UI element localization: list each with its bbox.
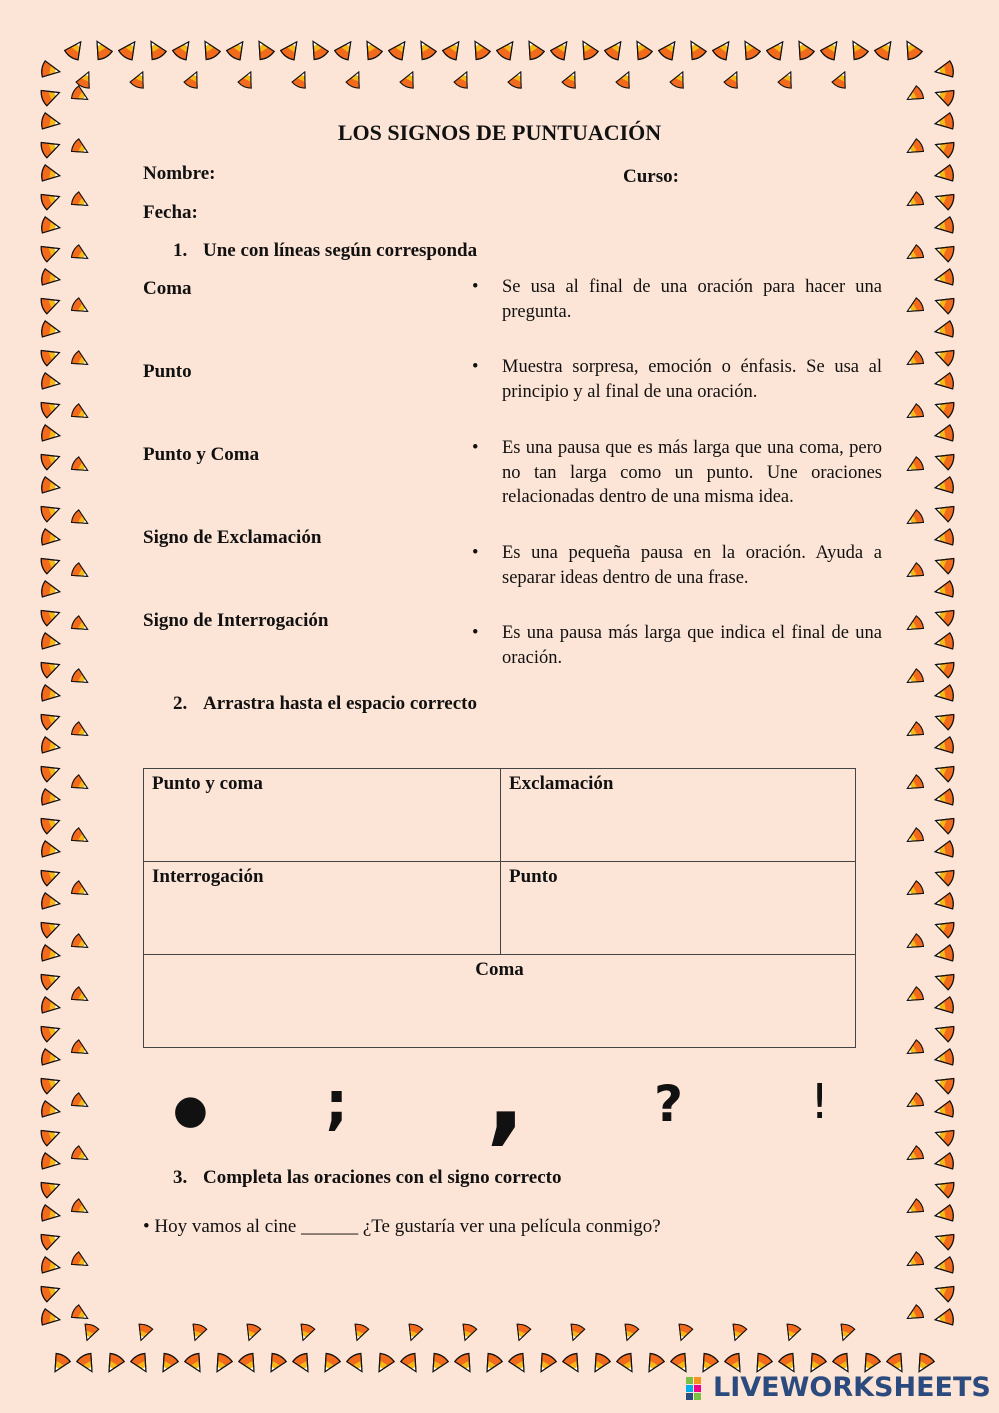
candy-corn-icon xyxy=(188,1323,207,1343)
drop-zone-interrogacion[interactable] xyxy=(144,862,501,955)
candy-corn-icon xyxy=(40,1229,62,1250)
candy-corn-icon xyxy=(41,373,62,392)
candy-corn-icon xyxy=(41,1049,62,1068)
candy-corn-icon xyxy=(41,425,62,444)
candy-corn-icon xyxy=(70,509,91,529)
candy-corn-icon xyxy=(836,1323,855,1343)
candy-corn-icon xyxy=(454,1352,477,1376)
section-2-title: Arrastra hasta el espacio correcto xyxy=(203,693,477,714)
candy-corn-icon xyxy=(40,1125,62,1146)
candy-corn-icon xyxy=(184,1352,207,1376)
candy-corn-icon xyxy=(40,293,62,314)
match-item-interrogacion[interactable]: Signo de Interrogación xyxy=(143,610,329,631)
candy-corn-icon xyxy=(70,1304,91,1324)
candy-corn-icon xyxy=(933,293,955,314)
candy-corn-icon xyxy=(904,1198,925,1218)
candy-corn-icon xyxy=(41,1257,62,1276)
draggable-question-symbol[interactable]: ? xyxy=(654,1075,684,1133)
candy-corn-icon xyxy=(933,1125,955,1146)
bullet: • xyxy=(472,623,479,643)
candy-corn-icon xyxy=(934,165,955,184)
candy-corn-icon xyxy=(534,1352,557,1376)
candy-corn-icon xyxy=(70,403,91,423)
candy-corn-icon xyxy=(40,241,62,262)
candy-corn-icon xyxy=(345,69,365,90)
candy-corn-icon xyxy=(41,165,62,184)
candy-corn-icon xyxy=(642,1352,665,1376)
sentence-1[interactable]: • Hoy vamos al cine ______ ¿Te gustaría ver una película conmigo? xyxy=(143,1216,661,1237)
candy-corn-icon xyxy=(934,1205,955,1224)
candy-corn-icon xyxy=(904,721,925,741)
candy-corn-icon xyxy=(41,685,62,704)
candy-corn-icon xyxy=(41,633,62,652)
drop-zone-punto-y-coma[interactable] xyxy=(144,769,501,862)
candy-corn-icon xyxy=(40,501,62,522)
candy-corn-icon xyxy=(904,1145,925,1165)
candy-corn-icon xyxy=(904,933,925,953)
drop-zone-label: Interrogación xyxy=(152,866,264,887)
candy-corn-icon xyxy=(934,529,955,548)
candy-corn-icon xyxy=(904,880,925,900)
candy-corn-icon xyxy=(616,1352,639,1376)
candy-corn-icon xyxy=(934,1049,955,1068)
candy-corn-icon xyxy=(41,477,62,496)
drop-zone-label: Punto y coma xyxy=(152,773,263,794)
drop-zone-label: Punto xyxy=(509,866,558,887)
section-1-number: 1. xyxy=(173,240,188,261)
candy-corn-icon xyxy=(934,217,955,236)
candy-corn-icon xyxy=(904,509,925,529)
candy-corn-icon xyxy=(70,191,91,211)
candy-corn-icon xyxy=(934,633,955,652)
candy-corn-icon xyxy=(318,1352,341,1376)
candy-corn-icon xyxy=(40,813,62,834)
candy-corn-icon xyxy=(934,737,955,756)
candy-corn-icon xyxy=(904,986,925,1006)
candy-corn-icon xyxy=(458,1323,477,1343)
candy-corn-icon xyxy=(41,1309,62,1328)
candy-corn-icon xyxy=(40,865,62,886)
definition-text: Es una pequeña pausa en la oración. Ayuda a separar ideas dentro de una frase. xyxy=(502,543,882,588)
candy-corn-icon xyxy=(238,1352,261,1376)
candy-corn-icon xyxy=(820,37,844,61)
candy-corn-icon xyxy=(70,668,91,688)
candy-corn-icon xyxy=(728,1323,747,1343)
candy-corn-icon xyxy=(934,1101,955,1120)
candy-corn-icon xyxy=(129,69,149,90)
definition-text: Es una pausa que es más larga que una coma, pero no tan larga como un punto. Une oraciones relacionadas dentro de una misma idea. xyxy=(502,438,882,507)
candy-corn-icon xyxy=(414,37,437,61)
candy-corn-icon xyxy=(766,37,790,61)
candy-corn-icon xyxy=(404,1323,423,1343)
candy-corn-icon xyxy=(41,269,62,288)
candy-corn-icon xyxy=(242,1323,261,1343)
candy-corn-icon xyxy=(41,529,62,548)
candy-corn-icon xyxy=(933,605,955,626)
candy-corn-icon xyxy=(904,1304,925,1324)
candy-corn-icon xyxy=(118,37,142,61)
candy-corn-icon xyxy=(40,189,62,210)
candy-corn-icon xyxy=(904,615,925,635)
candy-corn-icon xyxy=(41,217,62,236)
candy-corn-icon xyxy=(934,269,955,288)
candy-corn-icon xyxy=(934,997,955,1016)
definition-4[interactable] xyxy=(472,541,882,590)
candy-corn-icon xyxy=(41,581,62,600)
candy-corn-icon xyxy=(933,969,955,990)
candy-corn-icon xyxy=(41,737,62,756)
candy-corn-icon xyxy=(480,1352,503,1376)
candy-corn-icon xyxy=(934,685,955,704)
candy-corn-icon xyxy=(90,37,113,61)
candy-corn-icon xyxy=(933,917,955,938)
draggable-period-symbol[interactable]: ● xyxy=(173,1087,208,1133)
fecha-label: Fecha: xyxy=(143,202,198,223)
candy-corn-icon xyxy=(508,1352,531,1376)
candy-corn-icon xyxy=(40,345,62,366)
definition-5[interactable] xyxy=(472,621,882,670)
draggable-exclamation-symbol[interactable]: ! xyxy=(810,1074,830,1130)
candy-corn-icon xyxy=(522,37,545,61)
candy-corn-icon xyxy=(40,657,62,678)
candy-corn-icon xyxy=(172,37,196,61)
candy-corn-icon xyxy=(933,553,955,574)
candy-corn-icon xyxy=(904,85,925,105)
section-1-title: Une con líneas según corresponda xyxy=(203,240,478,261)
candy-corn-icon xyxy=(512,1323,531,1343)
candy-corn-icon xyxy=(562,1352,585,1376)
candy-corn-icon xyxy=(40,1177,62,1198)
drop-zone-label: Exclamación xyxy=(509,773,614,794)
candy-corn-icon xyxy=(904,350,925,370)
candy-corn-icon xyxy=(40,1021,62,1042)
candy-corn-icon xyxy=(934,789,955,808)
candy-corn-icon xyxy=(933,813,955,834)
candy-corn-icon xyxy=(496,37,520,61)
candy-corn-icon xyxy=(934,841,955,860)
candy-corn-icon xyxy=(561,69,581,90)
candy-corn-icon xyxy=(292,1352,315,1376)
match-item-punto[interactable]: Punto xyxy=(143,361,192,382)
candy-corn-icon xyxy=(76,1352,99,1376)
candy-corn-icon xyxy=(904,191,925,211)
candy-corn-icon xyxy=(64,37,88,61)
candy-corn-icon xyxy=(399,69,419,90)
match-item-coma[interactable]: Coma xyxy=(143,278,192,299)
section-3-title: Completa las oraciones con el signo correcto xyxy=(203,1167,562,1188)
candy-corn-icon xyxy=(507,69,527,90)
candy-corn-icon xyxy=(566,1323,585,1343)
candy-corn-icon xyxy=(40,1073,62,1094)
candy-corn-icon xyxy=(70,297,91,317)
candy-corn-icon xyxy=(102,1352,125,1376)
candy-corn-icon xyxy=(40,709,62,730)
candy-corn-icon xyxy=(792,37,815,61)
candy-corn-icon xyxy=(904,668,925,688)
candy-corn-icon xyxy=(40,397,62,418)
candy-corn-icon xyxy=(70,721,91,741)
candy-corn-icon xyxy=(904,774,925,794)
candy-corn-icon xyxy=(70,933,91,953)
candy-corn-icon xyxy=(934,1257,955,1276)
candy-corn-icon xyxy=(237,69,257,90)
drop-zone-table xyxy=(143,768,856,1048)
candy-corn-icon xyxy=(156,1352,179,1376)
candy-corn-icon xyxy=(306,37,329,61)
candy-corn-icon xyxy=(70,880,91,900)
candy-corn-icon xyxy=(334,37,358,61)
candy-corn-icon xyxy=(933,85,955,106)
candy-corn-icon xyxy=(904,1092,925,1112)
bullet: • xyxy=(472,357,479,377)
candy-corn-icon xyxy=(933,761,955,782)
candy-corn-icon xyxy=(933,1073,955,1094)
candy-corn-icon xyxy=(658,37,682,61)
section-2-number: 2. xyxy=(173,693,188,714)
candy-corn-icon xyxy=(40,969,62,990)
draggable-comma-symbol[interactable]: , xyxy=(486,1034,526,1156)
candy-corn-icon xyxy=(70,615,91,635)
candy-corn-icon xyxy=(933,189,955,210)
drop-zone-label: Coma xyxy=(475,959,524,980)
candy-corn-icon xyxy=(40,917,62,938)
liveworksheets-logo-text: LIVEWORKSHEETS xyxy=(713,1372,991,1403)
candy-corn-icon xyxy=(904,297,925,317)
candy-corn-icon xyxy=(70,827,91,847)
candy-corn-icon xyxy=(933,1229,955,1250)
candy-corn-icon xyxy=(70,350,91,370)
candy-corn-icon xyxy=(933,241,955,262)
bullet: • xyxy=(472,277,479,297)
candy-corn-icon xyxy=(40,85,62,106)
definition-1[interactable] xyxy=(472,275,882,324)
candy-corn-icon xyxy=(70,456,91,476)
candy-corn-icon xyxy=(453,69,473,90)
candy-corn-icon xyxy=(846,37,869,61)
candy-corn-icon xyxy=(210,1352,233,1376)
candy-corn-icon xyxy=(388,37,412,61)
candy-corn-icon xyxy=(933,1177,955,1198)
candy-corn-icon xyxy=(350,1323,369,1343)
section-3-heading xyxy=(173,1167,561,1189)
candy-corn-icon xyxy=(252,37,275,61)
definition-2[interactable] xyxy=(472,355,882,404)
candy-corn-icon xyxy=(777,69,797,90)
candy-corn-icon xyxy=(70,1145,91,1165)
candy-corn-icon xyxy=(426,1352,449,1376)
definition-text: Muestra sorpresa, emoción o énfasis. Se usa al principio y al final de una oración. xyxy=(502,357,882,402)
definition-text: Se usa al final de una oración para hacer una pregunta. xyxy=(502,277,882,322)
candy-corn-icon xyxy=(41,1205,62,1224)
candy-corn-icon xyxy=(934,1309,955,1328)
candy-corn-icon xyxy=(264,1352,287,1376)
candy-corn-icon xyxy=(144,37,167,61)
candy-corn-icon xyxy=(904,1251,925,1271)
candy-corn-icon xyxy=(933,501,955,522)
drop-zone-punto[interactable] xyxy=(501,862,856,955)
candy-corn-icon xyxy=(70,1092,91,1112)
candy-corn-icon xyxy=(604,37,628,61)
candy-corn-icon xyxy=(70,1039,91,1059)
candy-corn-icon xyxy=(346,1352,369,1376)
curso-label: Curso: xyxy=(623,166,679,187)
candy-corn-icon xyxy=(70,1251,91,1271)
candy-corn-icon xyxy=(723,69,743,90)
candy-corn-icon xyxy=(933,865,955,886)
candy-corn-icon xyxy=(684,37,707,61)
candy-corn-icon xyxy=(934,425,955,444)
candy-corn-icon xyxy=(48,1352,71,1376)
candy-corn-icon xyxy=(674,1323,693,1343)
candy-corn-icon xyxy=(40,605,62,626)
candy-corn-icon xyxy=(669,69,689,90)
candy-corn-icon xyxy=(934,1153,955,1172)
candy-corn-icon xyxy=(904,244,925,264)
candy-corn-icon xyxy=(372,1352,395,1376)
candy-corn-icon xyxy=(442,37,466,61)
candy-corn-icon xyxy=(550,37,574,61)
candy-corn-icon xyxy=(400,1352,423,1376)
candy-corn-icon xyxy=(40,553,62,574)
match-item-punto-y-coma[interactable]: Punto y Coma xyxy=(143,444,260,465)
candy-corn-icon xyxy=(933,1281,955,1302)
candy-corn-icon xyxy=(831,69,851,90)
draggable-semicolon-symbol[interactable]: ; xyxy=(325,1069,349,1137)
candy-corn-icon xyxy=(70,244,91,264)
candy-corn-icon xyxy=(934,893,955,912)
candy-corn-icon xyxy=(198,37,221,61)
candy-corn-icon xyxy=(41,945,62,964)
candy-corn-icon xyxy=(130,1352,153,1376)
liveworksheets-logo-icon xyxy=(685,1376,711,1402)
candy-corn-icon xyxy=(933,345,955,366)
candy-corn-icon xyxy=(41,321,62,340)
bullet: • xyxy=(472,543,479,563)
candy-corn-icon xyxy=(934,321,955,340)
section-1-heading xyxy=(173,240,477,262)
candy-corn-icon xyxy=(41,1101,62,1120)
nombre-label: Nombre: xyxy=(143,163,216,184)
candy-corn-icon xyxy=(41,997,62,1016)
candy-corn-icon xyxy=(904,403,925,423)
candy-corn-icon xyxy=(360,37,383,61)
candy-corn-icon xyxy=(933,709,955,730)
candy-corn-icon xyxy=(933,449,955,470)
definition-3[interactable] xyxy=(472,436,882,510)
candy-corn-icon xyxy=(904,456,925,476)
candy-corn-icon xyxy=(782,1323,801,1343)
candy-corn-icon xyxy=(934,477,955,496)
candy-corn-icon xyxy=(588,1352,611,1376)
candy-corn-icon xyxy=(41,1153,62,1172)
candy-corn-icon xyxy=(576,37,599,61)
candy-corn-icon xyxy=(934,581,955,600)
candy-corn-icon xyxy=(296,1323,315,1343)
liveworksheets-logo[interactable] xyxy=(685,1372,991,1406)
candy-corn-icon xyxy=(134,1323,153,1343)
candy-corn-icon xyxy=(70,562,91,582)
candy-corn-icon xyxy=(40,761,62,782)
candy-corn-icon xyxy=(904,1039,925,1059)
candy-corn-icon xyxy=(904,562,925,582)
candy-corn-icon xyxy=(900,37,923,61)
candy-corn-icon xyxy=(41,841,62,860)
candy-corn-icon xyxy=(183,69,203,90)
candy-corn-icon xyxy=(738,37,761,61)
candy-corn-icon xyxy=(620,1323,639,1343)
candy-corn-icon xyxy=(70,986,91,1006)
candy-corn-icon xyxy=(874,37,898,61)
candy-corn-icon xyxy=(40,1281,62,1302)
bullet: • xyxy=(472,438,479,458)
candy-corn-icon xyxy=(70,1198,91,1218)
definition-text: Es una pausa más larga que indica el final de una oración. xyxy=(502,623,882,668)
candy-corn-icon xyxy=(934,945,955,964)
candy-corn-icon xyxy=(226,37,250,61)
candy-corn-icon xyxy=(933,657,955,678)
candy-corn-icon xyxy=(80,1323,99,1343)
candy-corn-icon xyxy=(934,373,955,392)
candy-corn-icon xyxy=(291,69,311,90)
candy-corn-icon xyxy=(40,449,62,470)
candy-corn-icon xyxy=(41,789,62,808)
candy-corn-icon xyxy=(41,61,62,80)
candy-corn-icon xyxy=(70,774,91,794)
candy-corn-icon xyxy=(712,37,736,61)
candy-corn-icon xyxy=(280,37,304,61)
candy-corn-icon xyxy=(934,61,955,80)
section-3-number: 3. xyxy=(173,1167,188,1188)
candy-corn-icon xyxy=(933,397,955,418)
candy-corn-icon xyxy=(41,893,62,912)
candy-corn-icon xyxy=(615,69,635,90)
candy-corn-icon xyxy=(468,37,491,61)
candy-corn-icon xyxy=(933,1021,955,1042)
drop-zone-exclamacion[interactable] xyxy=(501,769,856,862)
candy-corn-icon xyxy=(904,827,925,847)
candy-corn-icon xyxy=(630,37,653,61)
section-2-heading xyxy=(173,693,477,715)
match-item-exclamacion[interactable]: Signo de Exclamación xyxy=(143,527,322,548)
page-title: LOS SIGNOS DE PUNTUACIÓN xyxy=(337,120,662,145)
